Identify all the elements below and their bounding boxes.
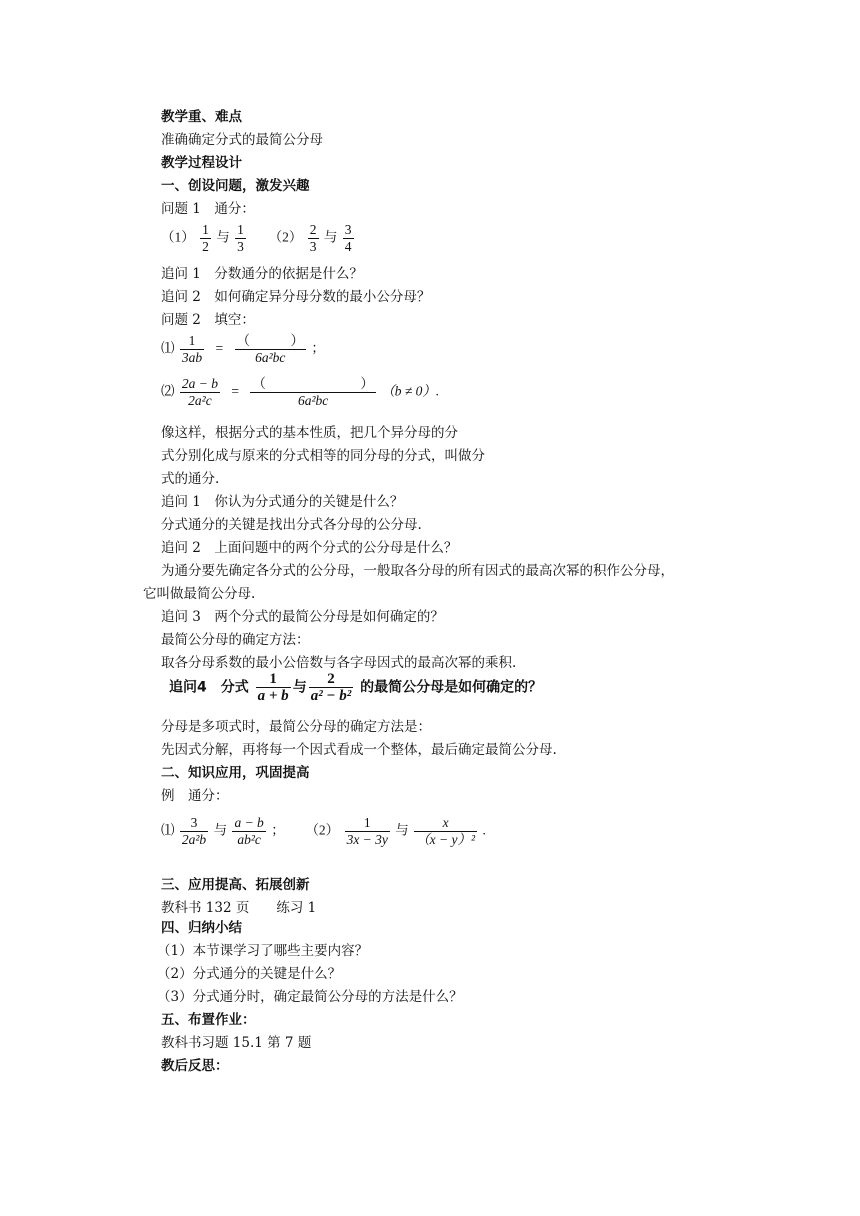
section-4-heading: 四、归纳小结 [161, 920, 242, 936]
summary-item-1: （1）本节课学习了哪些主要内容？ [157, 943, 369, 959]
question-1-fractions [161, 222, 356, 255]
fraction: $\frac{a - b}{\text{ab²c}}$ [234, 815, 264, 847]
q2-item2-end: （b ≠ 0）. [381, 383, 440, 399]
section-2-heading: 二、知识应用，巩固提高 [161, 765, 310, 781]
followup-6-mid: 与 [292, 679, 307, 696]
followup-3: 追问 1 你认为分式通分的关键是什么？ [161, 494, 404, 510]
fraction: $\frac{1}{3x - 3y}$ [346, 815, 388, 847]
followup-1: 追问 1 分数通分的依据是什么？ [161, 266, 363, 282]
section-1-heading: 一、创设问题，激发兴趣 [161, 178, 310, 194]
fraction: $\frac{2}{\text{a² − b²}}$ [310, 671, 352, 704]
ex2-end: . [482, 822, 486, 838]
section-3-heading: 三、应用提高、拓展创新 [161, 877, 310, 893]
q2-item2-label: ⑵ [161, 383, 175, 399]
ex2-label: （2） [305, 822, 340, 838]
explain-line-1: 像这样，根据分式的基本性质，把几个异分母的分 [161, 425, 458, 441]
followup-6 [169, 671, 542, 704]
key-points-heading: 教学重、难点 [161, 109, 242, 125]
question-2-item-2: ⑵ $\frac{2a - b}{\text{2a²c}}$ = $\frac{( )}{\text{6a²bc}}$ （b ≠ 0）. [161, 376, 440, 408]
summary-item-2: （2）分式通分的关键是什么？ [157, 966, 342, 982]
example-title: 例 通分： [161, 788, 229, 804]
process-heading: 教学过程设计 [161, 155, 242, 171]
fraction: $\frac{1}{a + b}$ [257, 671, 289, 704]
followup-6-prefix: 追问4 分式 [169, 679, 249, 696]
ex1-label: ⑴ [161, 822, 175, 838]
example-fractions [161, 815, 486, 848]
followup-6-suffix: 的最简公分母是如何确定的？ [360, 679, 543, 696]
q1-item1-mid: 与 [216, 229, 230, 245]
fraction: $\frac{1}{2}$ [202, 222, 209, 254]
section-3-text: 教科书 132 页 练习 1 [161, 900, 317, 916]
followup-2: 追问 2 如何确定异分母分数的最小公分母？ [161, 289, 431, 305]
summary-item-3: （3）分式通分时，确定最简公分母的方法是什么？ [157, 989, 463, 1005]
ex1-mid: 与 [213, 822, 228, 838]
method-text: 取各分母系数的最小公倍数与各字母因式的最高次幂的乘积. [161, 655, 517, 671]
question-2-title: 问题 2 填空： [161, 312, 255, 328]
fraction: $\frac{2a - b}{\text{2a²c}}$ [181, 376, 218, 408]
poly-line-1: 分母是多项式时，最简公分母的确定方法是： [161, 719, 431, 735]
q1-item1-label: （1） [161, 229, 195, 245]
fraction: $\frac{3}{\text{2a²b}}$ [181, 815, 207, 847]
fraction: $\frac{3}{4}$ [344, 222, 352, 254]
fraction: $\frac{( )}{\text{6a²bc}}$ [252, 376, 374, 408]
explain-line-3: 式的通分. [161, 471, 220, 487]
fraction: $\frac{( )}{\text{6a²bc}}$ [236, 333, 304, 365]
fraction: $\frac{2}{3}$ [309, 222, 317, 254]
section-5-text: 教科书习题 15.1 第 7 题 [161, 1035, 312, 1051]
key-points-text: 准确确定分式的最简公分母 [161, 132, 323, 148]
q2-item1-end: ； [311, 340, 325, 356]
section-5-heading: 五、布置作业： [161, 1012, 256, 1028]
q2-item1-label: ⑴ [161, 340, 175, 356]
question-2-item-1: ⑴ $\frac{1}{3ab}$ = $\frac{( )}{\text{6a²bc}}$ ； [161, 333, 325, 365]
q1-item2-label: （2） [268, 229, 303, 245]
paragraph-line-1: 为通分要先确定各分式的公分母，一般取各分母的所有因式的最高次幂的积作公分母， [161, 563, 674, 579]
ex1-end: ； [271, 822, 285, 838]
paragraph-line-2: 它叫做最简公分母. [143, 586, 256, 602]
fraction: $\frac{x}{\text{（x − y）²}}$ [416, 815, 476, 847]
explain-line-2: 式分别化成与原来的分式相等的同分母的分式，叫做分 [161, 448, 485, 464]
fraction: $\frac{1}{3}$ [237, 222, 244, 254]
reflection-heading: 教后反思： [161, 1058, 229, 1074]
method-title: 最简公分母的确定方法： [161, 632, 310, 648]
followup-4: 追问 2 上面问题中的两个分式的公分母是什么？ [161, 540, 458, 556]
question-1-title: 问题 1 通分： [161, 201, 255, 217]
q1-item2-mid: 与 [323, 229, 338, 245]
poly-line-2: 先因式分解，再将每一个因式看成一个整体，最后确定最简公分母. [161, 742, 557, 758]
ex2-mid: 与 [395, 822, 409, 838]
answer-3: 分式通分的关键是找出分式各分母的公分母. [161, 517, 422, 533]
fraction: $\frac{1}{3ab}$ [181, 333, 203, 365]
followup-5: 追问 3 两个分式的最简公分母是如何确定的？ [161, 609, 444, 625]
